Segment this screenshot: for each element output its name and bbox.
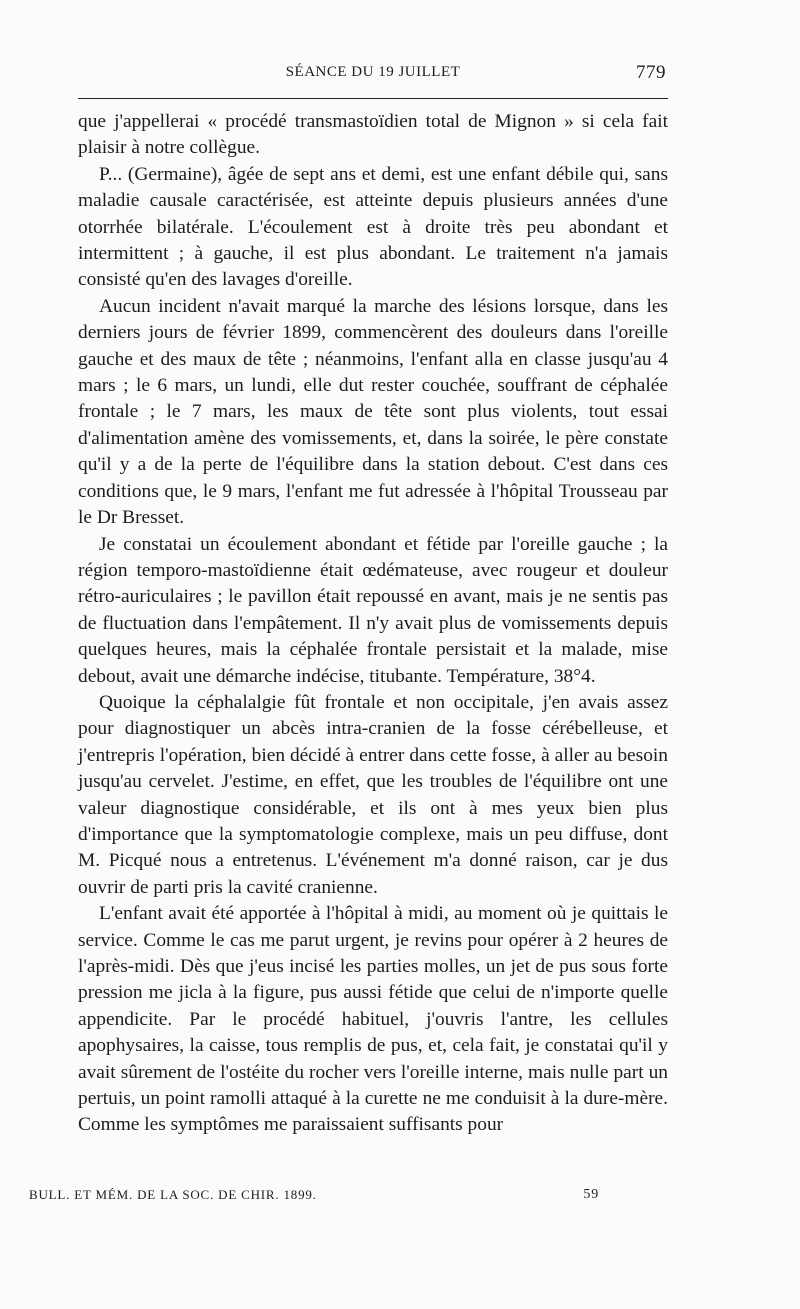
page	[78, 60, 668, 1139]
paragraph-examination: Je constatai un écoulement abondant et fétide par l'oreille gauche ; la région temporo-mastoïdienne était œdémateuse, avec rougeur et douleur rétro-auriculaires ; le pavillon était repoussé en avant, mais je ne sentis pas de fluctuation dans l'empâtement. Il n'y avait plus de vomissements depuis quelques heures, mais la céphalée frontale persistait et la malade, mise debout, avait une démarche indécise, titubante. Température, 38°4.	[78, 533, 668, 687]
paragraph-diagnosis: Quoique la céphalalgie fût frontale et non occipitale, j'en avais assez pour diagnostiquer un abcès intra-cranien de la fosse cérébelleuse, et j'entrepris l'opération, bien décidé à entrer dans cette fosse, à aller au besoin jusqu'au cervelet. J'estime, en effet, que les troubles de l'équilibre ont une valeur diagnostique considérable, et ils ont à mes yeux bien plus d'importance que la symptomatologie complexe, mais un peu diffuse, dont M. Picqué nous a entretenus. L'événement m'a donné raison, car je dus ouvrir de parti pris la cavité cranienne.	[78, 691, 668, 898]
paragraph-patient-history: P... (Germaine), âgée de sept ans et demi, est une enfant débile qui, sans maladie causale caractérisée, est atteinte depuis plusieurs années d'une otorrhée bilatérale. L'écoulement est à droite très peu abondant et intermittent ; à gauche, il est plus abondant. Le traitement n'a jamais consisté qu'en des lavages d'oreille.	[78, 163, 668, 291]
running-header	[78, 60, 668, 90]
signature-mark: 59	[583, 1187, 599, 1202]
header-rule	[78, 98, 668, 99]
footer	[29, 1187, 599, 1203]
page-number: 779	[636, 62, 666, 83]
journal-citation: BULL. ET MÉM. DE LA SOC. DE CHIR. 1899.	[29, 1187, 317, 1202]
paragraph-onset: Aucun incident n'avait marqué la marche des lésions lorsque, dans les derniers jours de février 1899, commencèrent des douleurs dans l'oreille gauche et des maux de tête ; néanmoins, l'enfant alla en classe jusqu'au 4 mars ; le 6 mars, un lundi, elle dut rester couchée, souffrant de céphalée frontale ; le 7 mars, les maux de tête sont plus violents, tout essai d'alimentation amène des vomissements, et, dans la soirée, le père constate qu'il y a de la perte de l'équilibre dans la station debout. C'est dans ces conditions que, le 9 mars, l'enfant me fut adressée à l'hôpital Trousseau par le Dr Bresset.	[78, 295, 668, 529]
running-title: SÉANCE DU 19 JUILLET	[285, 64, 461, 80]
body-text	[78, 109, 668, 1139]
paragraph-operation: L'enfant avait été apportée à l'hôpital à midi, au moment où je quittais le service. Comme le cas me parut urgent, je revins pour opérer à 2 heures de l'après-midi. Dès que j'eus incisé les parties molles, un jet de pus sous forte pression me jicla à la figure, pus aussi fétide que celui de n'importe quelle appendicite. Par le procédé habituel, j'ouvris l'antre, les cellules apophysaires, la caisse, tous remplis de pus, et, cela fait, je constatai qu'il y avait sûrement de l'ostéite du rocher vers l'oreille interne, mais nulle part un pertuis, un point ramolli attaqué à la curette ne me conduisit à la dure-mère. Comme les symptômes me paraissaient suffisants pour	[78, 903, 668, 1136]
paragraph-continuation: que j'appellerai « procédé transmastoïdien total de Mignon » si cela fait plaisir à notre collègue.	[78, 111, 668, 159]
